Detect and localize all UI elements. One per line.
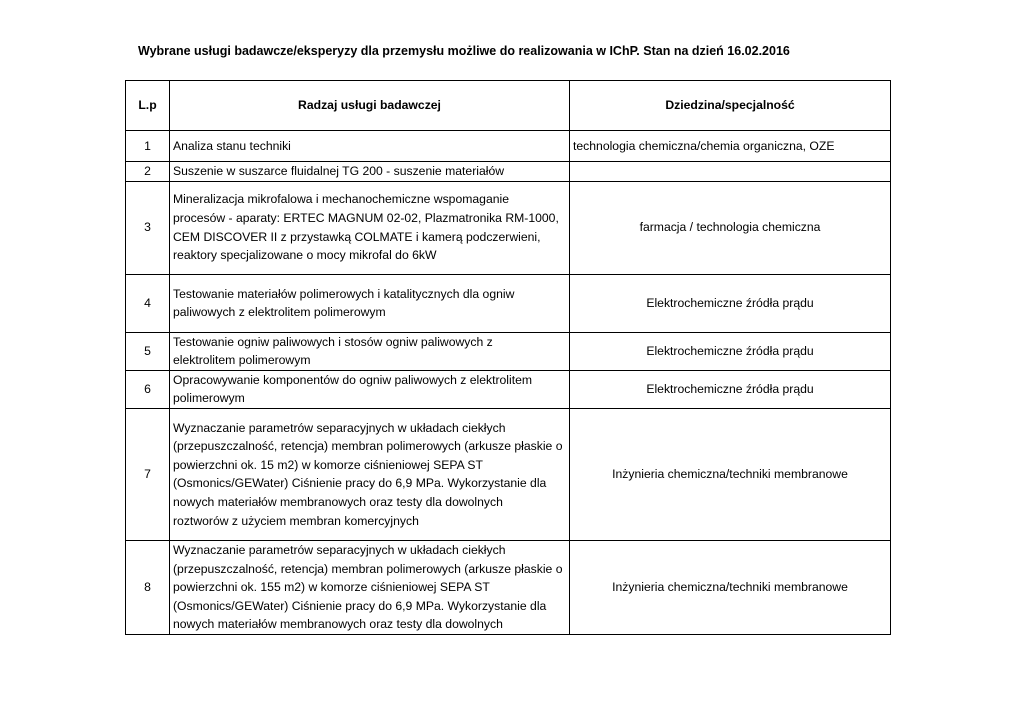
service-cell: Opracowywanie komponentów do ogniw paliwowych z elektrolitem polimerowym	[170, 370, 570, 408]
table-row	[126, 131, 891, 162]
table-row	[126, 408, 891, 540]
table-row	[126, 540, 891, 634]
table-row	[126, 274, 891, 332]
table-row	[126, 332, 891, 370]
row-number: 5	[126, 332, 170, 370]
domain-cell: Inżynieria chemiczna/techniki membranowe	[570, 408, 891, 540]
service-cell: Suszenie w suszarce fluidalnej TG 200 - suszenie materiałów	[170, 162, 570, 182]
domain-cell: technologia chemiczna/chemia organiczna, OZE	[570, 131, 891, 162]
row-number: 2	[126, 162, 170, 182]
row-number: 6	[126, 370, 170, 408]
row-number: 3	[126, 181, 170, 274]
service-cell: Wyznaczanie parametrów separacyjnych w układach ciekłych (przepuszczalność, retencja) membran polimerowych (arkusze płaskie o powierzchni ok. 155 m2) w komorze ciśnieniowej SEPA ST (Osmonics/GEWater) Ciśnienie pracy do 6,9 MPa. Wykorzystanie dla nowych materiałów membranowych oraz testy dla dowolnych	[170, 540, 570, 634]
table-header-row	[126, 81, 891, 131]
document-title: Wybrane usługi badawcze/eksperyzy dla przemysłu możliwe do realizowania w IChP. Stan na dzień 16.02.2016	[138, 44, 790, 58]
domain-cell: Inżynieria chemiczna/techniki membranowe	[570, 540, 891, 634]
domain-cell: Elektrochemiczne źródła prądu	[570, 332, 891, 370]
header-service: Radzaj usługi badawczej	[170, 81, 570, 131]
domain-cell: farmacja / technologia chemiczna	[570, 181, 891, 274]
row-number: 1	[126, 131, 170, 162]
service-cell: Testowanie materiałów polimerowych i katalitycznych dla ogniw paliwowych z elektrolitem polimerowym	[170, 274, 570, 332]
service-cell: Mineralizacja mikrofalowa i mechanochemiczne wspomaganie procesów - aparaty: ERTEC MAGNUM 02-02, Plazmatronika RM-1000, CEM DISCOVER II z przystawką COLMATE i kamerą podczerwieni, reaktory specjalizowane o mocy mikrofal do 6kW	[170, 181, 570, 274]
table-row	[126, 162, 891, 182]
domain-cell: Elektrochemiczne źródła prądu	[570, 274, 891, 332]
row-number: 8	[126, 540, 170, 634]
row-number: 4	[126, 274, 170, 332]
header-lp: L.p	[126, 81, 170, 131]
service-cell: Analiza stanu techniki	[170, 131, 570, 162]
table-row	[126, 370, 891, 408]
services-table	[125, 80, 891, 635]
domain-cell	[570, 162, 891, 182]
row-number: 7	[126, 408, 170, 540]
domain-cell: Elektrochemiczne źródła prądu	[570, 370, 891, 408]
service-cell: Testowanie ogniw paliwowych i stosów ogniw paliwowych z elektrolitem polimerowym	[170, 332, 570, 370]
header-domain: Dziedzina/specjalność	[570, 81, 891, 131]
service-cell: Wyznaczanie parametrów separacyjnych w układach ciekłych (przepuszczalność, retencja) membran polimerowych (arkusze płaskie o powierzchni ok. 15 m2) w komorze ciśnieniowej SEPA ST (Osmonics/GEWater) Ciśnienie pracy do 6,9 MPa. Wykorzystanie dla nowych materiałów membranowych oraz testy dla dowolnych roztworów z użyciem membran komercyjnych	[170, 408, 570, 540]
table-row	[126, 181, 891, 274]
